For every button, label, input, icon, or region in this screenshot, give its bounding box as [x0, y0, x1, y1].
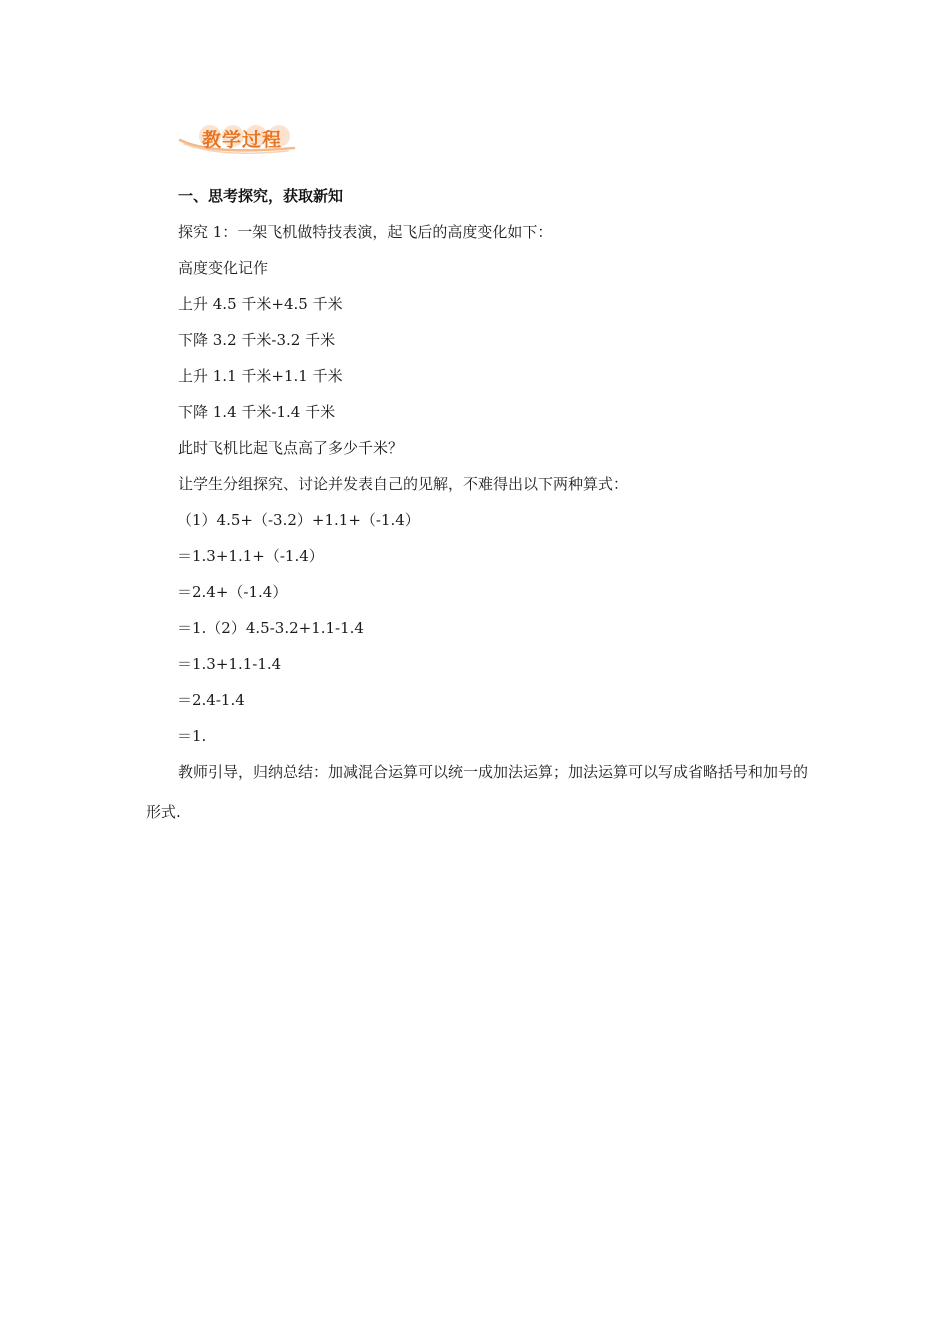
summary-paragraph: 教师引导，归纳总结：加减混合运算可以统一成加法运算；加法运算可以写成省略括号和加号的形式.: [146, 763, 809, 821]
badge-title: 教学过程: [202, 129, 283, 151]
height-change-line: 下降 1.4 千米-1.4 千米: [178, 403, 336, 421]
height-change-line: 上升 1.1 千米+1.1 千米: [178, 367, 343, 385]
math-step-line: ＝1.3+1.1-1.4: [177, 655, 282, 673]
notation-label: 高度变化记作: [178, 259, 269, 277]
height-change-line: 上升 4.5 千米+4.5 千米: [178, 295, 343, 313]
math-step-line: ＝1.3+1.1+（-1.4）: [177, 547, 324, 565]
question-line: 此时飞机比起飞点高了多少千米？: [178, 439, 404, 457]
exploration-intro: 探究 1：一架飞机做特技表演，起飞后的高度变化如下：: [178, 223, 553, 241]
math-step-line: （1）4.5+（-3.2）+1.1+（-1.4）: [177, 511, 420, 529]
lesson-content: [146, 182, 816, 832]
height-change-line: 下降 3.2 千米-3.2 千米: [178, 331, 336, 349]
teaching-process-badge: [176, 118, 306, 158]
section-heading: 一、思考探究，获取新知: [178, 187, 344, 205]
math-step-line: ＝1.: [177, 727, 207, 745]
discussion-line: 让学生分组探究、讨论并发表自己的见解，不难得出以下两种算式：: [178, 475, 629, 493]
math-step-line: ＝2.4-1.4: [177, 691, 245, 709]
math-step-line: ＝2.4+（-1.4）: [177, 583, 288, 601]
math-step-line: ＝1.（2）4.5-3.2+1.1-1.4: [177, 619, 364, 637]
